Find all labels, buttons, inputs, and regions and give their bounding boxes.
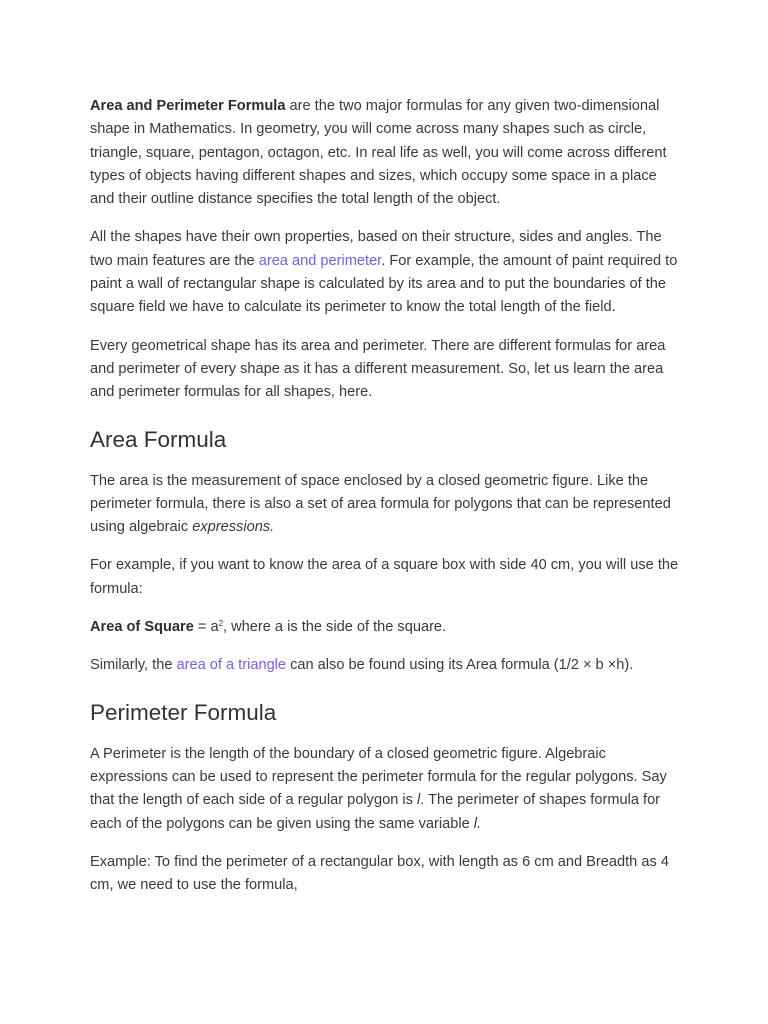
area-of-triangle-link[interactable]: area of a triangle [176,657,287,674]
intro-paragraph-2-before: All the shapes have their own properties, based on their structure, sides and angles. The two main features are the [90,229,662,269]
area-paragraph-2: For example, if you want to know the area of a square box with side 40 cm, you will use the formula: [90,557,679,597]
area-of-square-label: Area of Square [90,619,194,636]
area-paragraph-4 [90,654,683,677]
perimeter-paragraph-1-before: A Perimeter is the length of the boundary of a closed geometric figure. Algebraic expressions can be used to represent the perimeter formula for the regular polygons. Say that the length of each side of a regular polygon is [90,745,667,809]
intro-paragraph-3: Every geometrical shape has its area and perimeter. There are different formulas for area and perimeter of every shape as it has a different measurement. So, let us learn the area and perimeter formulas for all shapes, here. [90,337,666,401]
area-and-perimeter-link[interactable]: area and perimeter [258,252,382,269]
intro-paragraph-1 [90,95,683,211]
area-paragraph-4-before: Similarly, the [90,657,177,674]
perimeter-paragraph-2: Example: To find the perimeter of a rectangular box, with length as 6 cm and Breadth as 4 cm, we need to use the formula, [90,853,669,894]
area-of-square-formula [90,616,683,639]
intro-paragraph-2-after: . For example, the amount of paint required to paint a wall of rectangular shape is calculated by its area and to put the boundaries of the square field we have to calculate its perimeter to know the total length of the field. [90,252,678,316]
perimeter-variable-l: l [416,792,421,809]
area-paragraph-1-emphasis: expressions. [192,519,275,536]
perimeter-formula-heading: Perimeter Formula [90,699,277,725]
intro-title-bold: Area and Perimeter Formula [90,98,286,114]
intro-paragraph-1-text: are the two major formulas for any given two-dimensional shape in Mathematics. In geometry, you will come across many shapes such as circle, triangle, square, pentagon, octagon, etc. In real life as well, you will come across different types of objects having different shapes and sizes, which occupy some space in a place and their outline distance specifies the total length of the object. [90,98,667,208]
area-paragraph-4-after: can also be found using its Area formula (1/2 × b ×h). [286,657,634,674]
area-formula-heading: Area Formula [90,426,227,452]
area-paragraph-1-text: The area is the measurement of space enclosed by a closed geometric figure. Like the perimeter formula, there is also a set of area formula for polygons that can be represented using algebraic [90,472,671,536]
perimeter-variable-l-end: l. [473,815,482,832]
perimeter-paragraph-1-mid: . The perimeter of shapes formula for each of the polygons can be given using the same variable [90,792,661,832]
area-of-square-description: , where a is the side of the square. [223,619,447,636]
area-of-square-equals: = a [193,619,219,636]
area-of-square-exponent: 2 [218,619,224,629]
area-paragraph-1 [90,470,683,540]
intro-paragraph-2 [90,226,683,319]
perimeter-paragraph-1 [90,743,683,836]
